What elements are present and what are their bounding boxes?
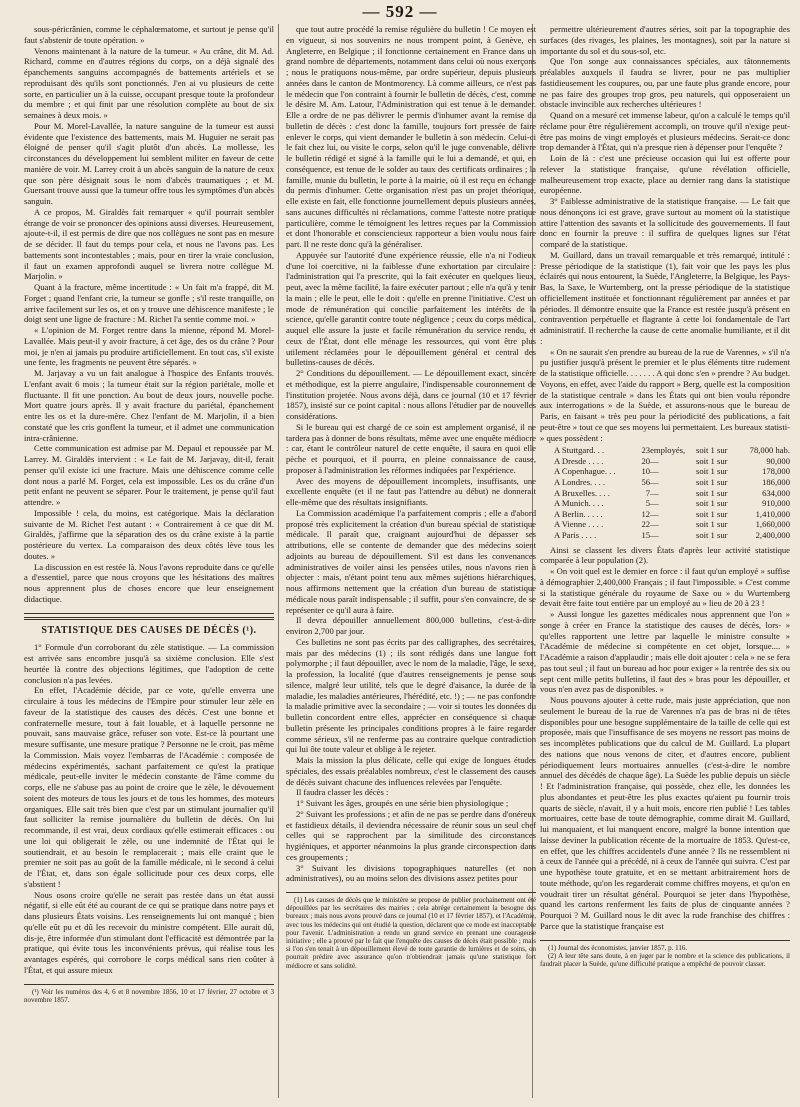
table-cell-ratio: soit 1 sur (695, 498, 728, 509)
table-cell-label: — (650, 530, 659, 540)
section-text (24, 642, 274, 975)
paragraph: Venons maintenant à la nature de la tumeur. « Au crâne, dit M. Ad. Richard, comme en d'autres régions du corps, on a déjà signalé des épanchements sanguins accompagnés de battements artériels et se reproduisant dès qu'ils sont ponctionnés. J'en ai vu plusieurs de cette sorte, en particulier un à la cuisse, occupant presque toute la profondeur du membre ; et qui finit par une résolution complète au bout de six semaines à deux mois. » (24, 45, 274, 120)
section-rule (24, 613, 274, 614)
table-cell-city: A Dresde . . . . (554, 455, 604, 466)
paragraph: » Aussi longue les gazettes médicales nous apprennent que l'on » songe à créer en France la statistique des causes de décès, lors- » qu'elles rapportent une lettre par laquelle le ministre consulte » l'Académie de médecine si compétente en cet objet, lorsque.... » l'Académie a raison d'applaudir ; mais elle doit ajouter : cela » ne se fera pas tout seul ; il faut un bureau ad hoc pour exiger » la rentrée des six ou sept cent mille petits bulletins, il faut des » bras pour les dépouiller, et vous n'en avez pas de disponibles. » (540, 609, 790, 695)
paragraph: Impossible ! cela, du moins, est catégorique. Mais la déclaration suivante de M. Richet l'est autant : « Contrairement à ce que dit M. Giraldès, j'affirme que la séparation des os du crâne existe à la partie postérieure du vertex. La comparaison des deux côtés lève tous les doutes. » (24, 507, 274, 561)
paragraph: permettre ultérieurement d'autres séries, soit par la topographie des surfaces (des rivages, les plaines, les montagnes), soit par la nature si importante du sol et du sous-sol, etc. (540, 24, 790, 56)
footnote: (1) Journal des économistes, janvier 1857, p. 116. (548, 943, 688, 952)
paragraph: Si le bureau qui est chargé de ce soin est amplement organisé, il ne tardera pas à donner de bons résultats, même avec une enquête médiocre : car, étant le contrôleur naturel de cette enquête, il saura en quoi elle pèche et pourquoi, et il pourra, en pleine connaissance de cause, proposer à l'administration les réformes indiquées par l'expérience. (286, 421, 536, 475)
paragraph: Avec des moyens de dépouillement incomplets, insuffisants, une excellente enquête (et il ne faut pas l'attendre au début) ne donnerait elle-même que des résultats insignifiants. (286, 475, 536, 507)
table-cell-count: 23 (641, 445, 651, 456)
statistics-table (540, 445, 790, 540)
table-cell-city: A Copenhague. . . (554, 466, 616, 477)
table-row (540, 477, 790, 488)
table-cell-label: — (650, 477, 659, 488)
table-cell-count: 10 (641, 466, 651, 477)
paragraph: Mais la mission la plus délicate, celle qui exige de longues études spéciales, des essais préalables nombreux, c'est le classement des causes de décès suivant chacune des influences relevées par l'enquête. (286, 755, 536, 787)
paragraph: 2° Conditions du dépouillement. — Le dépouillement exact, sincère et méthodique, est la pierre angulaire, l'indispensable couronnement de l'institution projetée. Nous avons déjà, dans ce journal (10 et 17 février 1857), insisté sur ce point capital : nous allons l'étudier par de nouvelles considérations. (286, 368, 536, 421)
table-cell-city: A Stuttgard. . . (554, 445, 605, 456)
paragraph: La Commission académique l'a parfaitement compris ; elle a d'abord proposé très explicitement la création d'un bureau spécial de statistique médicale. Il paraît que, craignant aujourd'hui de dépasser ses attributions, elle se contente de demander que des médecins soient adjoints au bureau de dépouillement. S'il est dans les convenances administratives de voiler ainsi les pensées utiles, nous n'avons rien à objecter : mais, n'étant point tenu aux mêmes sujétions hiérarchiques, nous affirmons nettement que la création d'un bureau de statistique médicale nous paraît indispensable ; il suffit, pour s'en convaincre, de se représenter ce qu'il aura à faire. (286, 507, 536, 615)
table-cell-label: — (650, 487, 659, 498)
paragraph: Ainsi se classent les divers États d'après leur activité statistique comparée à leur population (2). (540, 544, 790, 566)
table-cell-city: A Londres. . . . (554, 477, 606, 488)
table-cell-pop: 910,000 (762, 498, 790, 509)
table-cell-city: A Berlin. . . . . (554, 508, 603, 519)
table-cell-ratio: soit 1 sur (695, 508, 728, 519)
paragraph: « On ne saurait s'en prendre au bureau de la rue de Varennes, » s'il n'a pu justifier jusqu'à présent le premier et le plus éléments titre rudement de la statistique officielle. . . . . . . A qui donc s'en » prendre ? Au budget. Voyons, en effet, avec l'aide du rapport » Berg, quelle est la composition de la statistique centrale » dans les États qui ont bien voulu répondre aux interrogations » de la Suède, et assurons-nous que le bureau de Paris, en faisant » très peu pour la périodicité des publications, a fait peut-être » tout ce que ses moyens lui permettaient. Les bureaux statisti- » ques possèdent : (540, 346, 790, 443)
footnote: (1) Les causes de décès que le ministère se propose de publier prochainement ont été dépouillées par les secrétaires des mairies ; cela abrège certainement la besogne des bureaux ; mais nous avons prouvé dans ce journal (10 et 17 février 1857), et l'Académie, avec tous les médecins qui ont étudié la question, déclarent que ce mode est inacceptable pour l'avenir. L'administration a rendu un grand service en prenant une courageuse initiative ; elle a prouvé par le fait que l'enquête des causes de décès était possible ; mais si l'on s'en tenait à un dépouillement élevé de toute garantie de lumières et de soins, on pourrait prédire avec assurance qu'on n'obtiendrait jamais qu'une statistique fort médiocre et sans solidité. (286, 896, 536, 970)
table-row (540, 488, 790, 499)
footnotes (540, 944, 790, 969)
footnote-rule (540, 940, 790, 941)
table-cell-count: 15 (641, 530, 651, 540)
table-cell-city: A Vienne . . . . (554, 519, 604, 530)
paragraph: « On voit quel est le dernier en force : il faut qu'un employé » suffise à démographier 2,400,000 Français ; il faut l'impossible. » C'est comme si la statistique générale du royaume de Saxe ou » du Wurtemberg devait être faite tout entière par un employé au » lieu de 20 à 23 ! (540, 566, 790, 609)
paragraph: A ce propos, M. Giraldès fait remarquer « qu'il pourrait sembler étrange de voir se prononcer des opinions aussi diverses. Heureusement, ajoute-t-il, il est permis de dire que nos collègues ne sont pas en mesure de se décider. Il faut du temps pour cela, et nous ne l'avons pas. Les battements sont incontestables ; mais, pour en tirer la vraie conclusion, il faut un examen approfondi auquel se livrera notre collègue M. Marjolin. » (24, 206, 274, 282)
table-cell-label: employés, (650, 445, 686, 456)
table-cell-label: — (650, 498, 659, 509)
table-cell-city: A Bruxelles. . . . (554, 487, 610, 498)
footnotes (24, 988, 274, 1004)
table-cell-pop: 1,660,000 (755, 519, 790, 530)
paragraph: Loin de là : c'est une précieuse occasion qui lui est offerte pour relever la statistique française, qu'une révélation officielle, malheureusement trop exacte, place au dernier rang dans la statistique européenne. (540, 153, 790, 196)
paragraph: 2° Suivant les professions ; et afin de ne pas se perdre dans d'onéreux et fastidieux détails, il deviendra nécessaire de réunir sous un seul chef celles qui se rapprochent par la similitude des circonstances hygiéniques, et apporter néanmoins la plus grande circonspection dans ces groupements ; (286, 808, 536, 862)
table-cell-city: A Munich. . . . (554, 498, 604, 509)
table-cell-label: — (650, 466, 659, 477)
paragraph: 3° Faiblesse administrative de la statistique française. — Le fait que nous dénonçons ici est grave, grave surtout au moment où la statistique attire l'attention des savants et la sollicitude des gouvernements. Il faut donc en fournir la preuve : il suffira de quelques lignes sur l'état comparé de la statistique. (540, 196, 790, 249)
paragraph: La discussion en est restée là. Nous l'avons reproduite dans ce qu'elle a d'essentiel, parce que nous croyons que les hésitations des maîtres nous apprennent plus de choses encore que leur enseignement didactique. (24, 561, 274, 604)
table-row (540, 445, 790, 456)
paragraph: 3° Suivant les divisions topographiques naturelles (et non administratives), ou au moins selon des divisions assez petites pour (286, 862, 536, 884)
paragraph: Appuyée sur l'autorité d'une expérience réussie, elle n'a ni l'odieux d'une loi coercitive, ni la faiblesse d'une exhortation par circulaire : l'administration qui l'a prescrite, qui la fait exécuter en quelques lieux, peut, avec la même facilité, la faire exécuter partout ; elle n'a qu'à y tenir la main ; elle le peut, elle le doit : qu'elle en prenne l'initiative. C'est un mode de rémunération qui concilie parfaitement les intérêts de la science, qu'elle garantit contre toute négligence ; ceux du corps médical, auquel elle assure la juste et facile rémunération du service rendu, et ceux de l'État, dont elle ménage les ressources, qui vont être plus utilement réclamées pour le dépouillement général et central des bulletins-causes de décès. (286, 249, 536, 368)
table-cell-count: 12 (641, 508, 651, 519)
paragraph: Quant à la fracture, même incertitude : « Un fait m'a frappé, dit M. Forget ; quand l'enfant crie, la tumeur se gonfle ; s'il reste tranquille, on arrive facilement sur les os, et on y trouve une déhiscence manifeste ; le doigt sent une ligne de fracture : M. Richet l'a sentie comme moi. » (24, 282, 274, 325)
table-cell-ratio: soit 1 sur (695, 445, 728, 456)
table-cell-count: 20 (641, 455, 651, 466)
paragraph: sous-péricrânien, comme le céphalœmatome, et surtout je pense qu'il faut s'abstenir de toute opération. » (24, 24, 274, 45)
paragraph: Nous pouvons ajouter à cette rude, mais juste appréciation, que non seulement le bureau de la rue de Varennes n'a pas de bras ni de têtes disponibles pour une besogne supplémentaire de la taille de celle qui est proposée, mais que l'insuffisance de ses moyens ne ressort pas moins de ses incomplètes publications que du calcul de M. Guillard. La plupart des nations que nous venons de citer, et d'autres encore, publient périodiquement leurs mortuaires annuelles (c'est-à-dire le nombre annuel des décédés de chaque âge). La Suède les publie depuis un siècle ! Et l'administration française, qui possède, chez elle, les données les plus abondantes et peut-être les plus exactes qu'aient pu fournir trois quarts de siècle, n'avait, il y a huit mois, encore rien publié ! Les tables mortuaires, cette base de toute démographie, comme dirait M. Guillard, lui manquaient, et lui manquent encore, malgré la bonne intention que laisse deviner la publication récente de la mortuaire de 1853. Qu'est-ce, en effet, que les chiffres accidentels d'une année ? Ils ne ressemblent ni à ceux de l'année qui a précédé, ni à ceux de l'année qui suivra. C'est par une hypothèse toute gratuite, et en se mettant arbitrairement hors de toute méthode, qu'on les regarderait comme chiffres moyens, et qu'on en voudrait tirer un résultat général. Pourquoi se jeter dans l'hypothèse, quand les cartons renferment les faits de plus de cinquante années ? Pourquoi ? M. Guillard nous le dit avec la rude franchise des chiffres : Parce que la statistique française est (540, 695, 790, 931)
paragraph: Cette communication est admise par M. Depaul et repoussée par M. Larrey. M. Giraldès intervient : « Le fait de M. Jarjavay, dit-il, ferait penser qu'il existe ici une fracture. Mais une déhiscence comme celle dont nous a parlé M. Forget, cela est impossible. Les os du crâne d'un petit enfant ne peuvent se séparer. Pour le traitement, je pense qu'il faut attendre. » (24, 443, 274, 507)
table-cell-ratio: soit 1 sur (695, 455, 728, 466)
table-cell-label: — (650, 519, 659, 530)
footnote: (¹) Voir les numéros des 4, 6 et 8 novembre 1856, 10 et 17 février, 27 octobre et 3 novembre 1857. (24, 987, 274, 1004)
section-rule-double (24, 617, 274, 620)
table-row (540, 519, 790, 530)
table-row (540, 530, 790, 541)
table-cell-city: A Paris . . . . (554, 530, 597, 540)
footnote: (2) A leur tête sans doute, à en juger par le nombre et la science des publications, il faudrait placer la Suède, qu'une difficulté pratique a empêché de pouvoir classer. (540, 951, 790, 968)
column-3 (540, 24, 790, 1102)
page-number: — 592 — (362, 2, 438, 21)
column-1 (24, 24, 274, 1102)
table-row (540, 466, 790, 477)
column-3-text-continued (540, 545, 790, 932)
table-cell-pop: 178,000 (762, 466, 790, 477)
column-divider (278, 24, 279, 1098)
table-cell-label: — (650, 508, 659, 519)
paragraph: M. Jarjavay a vu un fait analogue à l'hospice des Enfants trouvés. L'enfant avait 6 mois ; la tumeur était sur la région pariétale, molle et fluctuante. Il fit une ponction. Au bout de deux jours, nouvelle poche. Mort quatre jours après. Il y avait fracture du pariétal, épanchement entre les os et la dure-mère. Chez l'enfant de M. Marjolin, il a bien constaté que les cris gonflent la tumeur, et il admet une communication intra-crânienne. (24, 368, 274, 443)
paragraph: Il devra dépouiller annuellement 800,000 bulletins, c'est-à-dire environ 2,700 par jour. (286, 615, 536, 636)
table-row (540, 509, 790, 520)
table-cell-ratio: soit 1 sur (695, 477, 728, 488)
column-2-text (286, 24, 536, 884)
table-cell-pop: 634,000 (762, 487, 790, 498)
column-3-text (540, 24, 790, 443)
table-cell-count: 7 (645, 487, 651, 498)
table-cell-ratio: soit 1 sur (695, 530, 728, 540)
table-cell-count: 56 (641, 477, 651, 488)
paragraph: Pour M. Morel-Lavallée, la nature sanguine de la tumeur est aussi évidente que l'existence des battements, mais M. Huguier ne serait pas éloigné de penser qu'il s'agit plutôt d'un abcès. La mollesse, les circonstances du développement lui semblent militer en faveur de cette manière de voir. M. Larrey croit à un abcès sanguin de la nature de ceux que son père désignait sous le nom d'abcès traumatiques ; et M. Guersant trouve aussi que la tumeur offre tous les symptômes d'un abcès sanguin. (24, 120, 274, 206)
table-cell-count: 22 (641, 519, 651, 530)
paragraph: 1° Formule d'un corroborant du zèle statistique. — La commission est arrivée sans encombre jusqu'à sa sixième conclusion. Elle s'est heurtée là contre des objections légitimes, que l'adoption de cette conclusion n'a pas levées. (24, 642, 274, 685)
paragraph: M. Guillard, dans un travail remarquable et très remarqué, intitulé : Presse périodique de la statistique (1), fait voir que les pays les plus éclairés qui nous entourent, la Suède, l'Angleterre, la Belgique, les Pays-Bas, la Saxe, le Wurtemberg, ont la presse périodique de la statistique officiellement instituée et fonctionnant régulièrement par années et par périodes. Il démontre ensuite que la France est restée jusqu'à présent en contravention perpétuelle et flagrante à cette loi fondamentale de l'art administratif. Il recherche la cause de cette anomalie humiliante, et il dit : (540, 249, 790, 346)
table-cell-ratio: soit 1 sur (695, 487, 728, 498)
table-row (540, 498, 790, 509)
table-cell-pop: 90,000 (766, 455, 790, 466)
paragraph: Que l'on songe aux connaissances spéciales, aux tâtonnements préalables auxquels il faudra se livrer, pour ne pas multiplier fastidieusement les coupures, ou, par une faute plus grande encore, pour ne pas faire des groupes trop gros, peu naturels, qui opposeraient un obstacle invincible aux recherches ultérieures ! (540, 56, 790, 110)
table-cell-count: 5 (645, 498, 651, 509)
paragraph: Il faudra classer les décès : (296, 787, 389, 798)
paragraph: Nous osons croire qu'elle ne serait pas restée dans un état aussi négatif, si elle eût été au courant de ce qui se pratique dans notre pays et dans plusieurs États voisins. Les renseignements lui ont manqué ; bien qu'elle eût pu et dû les recevoir du ministre compétent. Elle aurait dû, dis-je, être informée d'un stimulant dont l'efficacité est démontrée par la pratique, qui évite tous les inconvénients prévus, qui réalise tous les avantages espérés, qui corrobore le corps médical sans rien coûter à l'État, et qui assure mieux (24, 889, 274, 975)
table-cell-pop: 186,000 (762, 477, 790, 488)
footnote-rule (286, 892, 536, 893)
footnote-rule (24, 984, 274, 985)
paragraph: En effet, l'Académie décide, par ce vote, qu'elle enverra une circulaire à tous les médecins de l'Empire pour stimuler leur zèle en faveur de la statistique des causes des décès. C'est une bonne et confraternelle mesure, tout à fait louable, et à laquelle personne ne pouvait, sans mauvaise grâce, refuser son vote. Est-ce là pourtant une mesure suffisante, une mesure pratique ? Personne ne le croit, pas même la Commission. Mais voyez l'embarras de l'Académie : composée de médecins expérimentés, sachant parfaitement ce qu'est la pratique médicale, peut-elle inviter le médecin constante de l'âme comme du corps, elle ne s'abuse pas au point de croire que le zèle, le dévouement soient des moteurs de tous les jours et de tous les hommes, des moteurs organiques. Elle sait très bien que c'est par un stimulant journalier qu'il faut solliciter la remise journalière du bulletin de décès. On lui recommande, il est vrai, deux cordiaux qu'elle estimerait efficaces : ou une loi qui obligerait le zèle, ou une indemnité de l'État qui le soutiendrait, et au besoin le remplacerait ; mais elle craint que le premier ne soit pas au goût de la famille médicale, ni le second à celui de l'État, et, dans son égale sollicitude pour ces deux corps, elle s'abstient ! (24, 685, 274, 889)
footnotes (286, 896, 536, 970)
paragraph: 1° Suivant les âges, groupés en une série bien physiologique ; (296, 798, 509, 808)
table-cell-ratio: soit 1 sur (695, 466, 728, 477)
column-2 (286, 24, 536, 1102)
table-row (540, 456, 790, 467)
column-1-text (24, 24, 274, 605)
paragraph: Ces bulletins ne sont pas écrits par des calligraphes, des secrétaires, mais par des médecins (1) ; ils sont rédigés dans une langue fort polymorphe ; il faut dépouiller, avec le nom de la maladie, l'âge, le sexe, la profession, la localité (que d'autres renseignements je pense sous silence, malgré leur utilité, tels que le degré d'aisance, la durée de la maladie, les maladies antérieures, l'hérédité, etc. !) ; — ne pas confondre la maladie primitive avec la secondaire ; — voir si toutes les données du bulletin concordent entre elles, apprécier en conséquence si chaque bulletin présente les principales conditions propres à le faire regarder comme sérieux, s'il ne renferme pas au contraire quelque contradiction qui lui ôte toute valeur et oblige à le rejeter. (286, 636, 536, 755)
table-cell-pop: 1,410,000 (755, 508, 790, 519)
paragraph: Quand on a mesuré cet immense labeur, qu'on a calculé le temps qu'il réclame pour être régulièrement accompli, on trouve qu'il n'exige peut-être pas moins de vingt employés et plusieurs médecins. Serait-ce donc trop demander à l'État, qui n'a presque rien à dépenser pour l'enquête ? (540, 110, 790, 153)
paragraph: que tout autre procédé la remise régulière du bulletin ! Ce moyen est en vigueur, si nos souvenirs ne nous trompent point, à Genève, en Angleterre, en Belgique ; il fonctionne certainement en France dans un grand nombre de départements, notamment dans celui où nous exerçons ; nous le pratiquons nous-même, par ordre supérieur, depuis plusieurs années dans le canton de Montmorency. Là comme ailleurs, ce n'est pas le médecin que l'on contraint à fournir le bulletin de décès, c'est, comme le désire M. Am. Latour, l'Administration qui est tenue à le demander. Elle a ordre de ne pas délivrer le permis d'inhumer avant la remise du bulletin de décès : c'est donc la famille, toujours fort pressée de faire enlever le corps, qui vient demander le bulletin à son médecin. Celui-ci le fait chez lui, ou visite le corps, selon qu'il le juge convenable, délivre le bulletin rédigé et signé à la famille qui le lui a demandé, et qui, en conséquence, est tenue de le solder au taux des certificats ordinaires ; la famille, munie du bulletin, le porte à la mairie, où il est reçu en échange du permis d'inhumer. Cette organisation n'est pas un projet théorique, elle existe en fait, elle fonctionne journellement depuis plusieurs années, sans aucunes difficultés ni réclamations, comme l'atteste notre pratique particulière, comme le témoignent les lettres reçues par la Commission et dont l'honorable et consciencieux rapporteur a bien voulu nous faire part. Il ne reste donc qu'à la généraliser. (286, 24, 536, 249)
table-cell-pop: 2,400,000 (755, 530, 790, 540)
table-cell-pop: 78,000 hab. (749, 445, 790, 456)
section-title: STATISTIQUE DES CAUSES DE DÉCÈS (¹). (41, 624, 257, 636)
table-cell-ratio: soit 1 sur (695, 519, 728, 530)
table-cell-label: — (650, 455, 659, 466)
paragraph: « L'opinion de M. Forget rentre dans la mienne, répond M. Morel-Lavallée. Mais peut-il y avoir fracture, à cet âge, des os du crâne ? Pour moi, je n'en ai jamais pu produire artificiellement. En tout cas, s'il existe une fente, les fragments ne peuvent être séparés. » (24, 325, 274, 368)
